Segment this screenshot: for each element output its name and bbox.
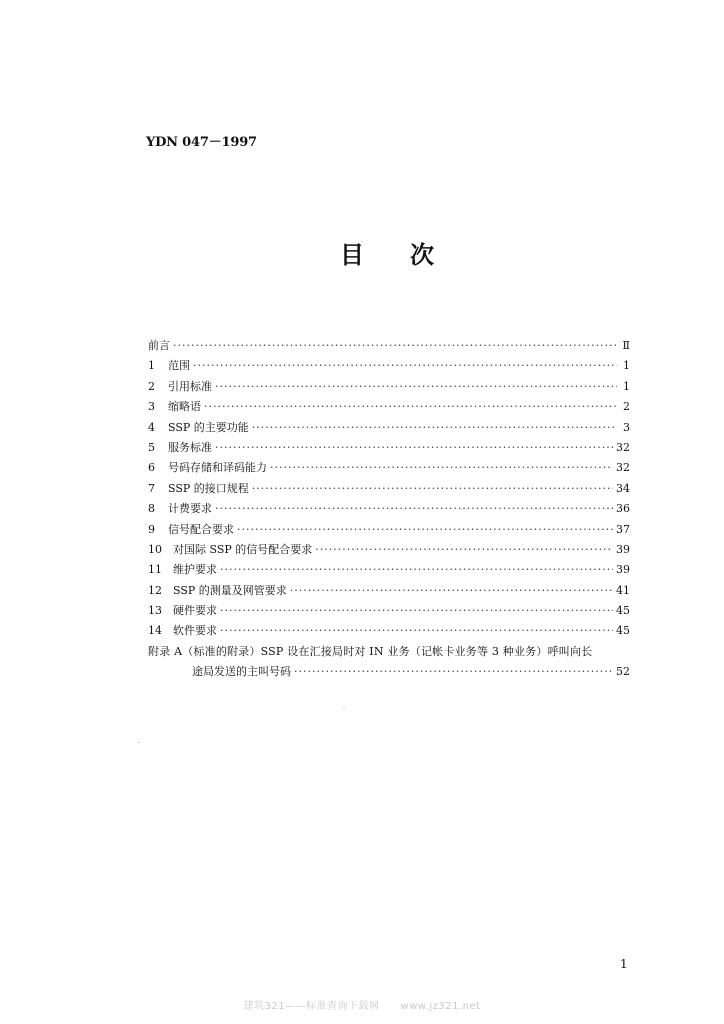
scan-speck <box>343 707 345 708</box>
toc-entry[interactable] <box>148 621 630 641</box>
toc-annex-label-line2: 途局发送的主叫号码 <box>192 665 291 679</box>
toc-entry-number: 9 <box>148 522 155 536</box>
toc-entry-annex-a-continued[interactable] <box>148 662 630 682</box>
toc-entry-number: 6 <box>148 461 155 475</box>
toc-entry[interactable] <box>148 418 630 438</box>
toc-entry-label: 软件要求 <box>173 624 217 638</box>
toc-entry-page: 39 <box>616 563 630 577</box>
toc-entry-label: 范围 <box>168 359 190 373</box>
toc-entry-label: 对国际 SSP 的信号配合要求 <box>173 542 313 556</box>
toc-entry-page: 39 <box>616 542 630 556</box>
toc-entry-label: 前言 <box>148 339 170 352</box>
toc-entry-page: 34 <box>616 481 630 495</box>
dot-leader <box>252 418 617 438</box>
toc-entry-foreword[interactable] <box>148 336 630 356</box>
toc-entry-label: 服务标准 <box>168 440 212 454</box>
toc-entry[interactable] <box>148 560 630 580</box>
toc-entry-page: 1 <box>623 379 630 393</box>
toc-entry-page: Ⅱ <box>622 339 630 352</box>
toc-entry-label: SSP 的接口规程 <box>168 481 249 495</box>
toc-entry[interactable] <box>148 499 630 519</box>
dot-leader <box>215 438 613 458</box>
dot-leader <box>294 662 613 682</box>
document-code: YDN 047－1997 <box>146 135 257 150</box>
toc-entry[interactable] <box>148 479 630 499</box>
toc-entry[interactable] <box>148 397 630 417</box>
toc-entry-number: 12 <box>148 583 162 597</box>
footer-watermark: 建筑321——标准查询下载网 www.jz321.net <box>243 1001 481 1012</box>
toc-entry-page: 41 <box>616 583 630 597</box>
dot-leader <box>237 520 613 540</box>
toc-entry-label: 引用标准 <box>168 379 212 393</box>
toc-annex-label-line1: 附录 A（标准的附录）SSP 设在汇接局时对 IN 业务（记帐卡业务等 3 种业务）呼叫向长 <box>148 644 593 658</box>
toc-entry-number: 8 <box>148 502 155 516</box>
toc-entry-number: 4 <box>148 420 155 434</box>
toc-entry-page: 45 <box>616 624 630 638</box>
toc-entry-page: 36 <box>616 502 630 516</box>
dot-leader <box>252 479 613 499</box>
dot-leader <box>204 397 617 417</box>
toc-entry-number: 13 <box>148 604 162 618</box>
toc-entry-label: 维护要求 <box>173 563 217 577</box>
dot-leader <box>220 560 613 580</box>
dot-leader <box>290 581 613 601</box>
dot-leader <box>193 356 617 376</box>
toc-entry-page: 2 <box>623 400 630 414</box>
toc-entry-label: 信号配合要求 <box>168 522 234 536</box>
dot-leader <box>270 458 613 478</box>
toc-entry[interactable] <box>148 540 630 560</box>
toc-entry-number: 2 <box>148 379 155 393</box>
dot-leader <box>215 499 613 519</box>
toc-entry[interactable] <box>148 377 630 397</box>
toc-entry[interactable] <box>148 438 630 458</box>
toc-entry-label: 硬件要求 <box>173 604 217 618</box>
toc-entry-label: 缩略语 <box>168 400 201 414</box>
toc-heading-part2: 次 <box>410 241 434 269</box>
toc-entry-number: 10 <box>148 542 162 556</box>
page-number: 1 <box>620 957 628 971</box>
toc-heading-part1: 目 <box>340 241 364 269</box>
toc-entry-number: 14 <box>148 624 162 638</box>
dot-leader <box>215 377 617 397</box>
dot-leader <box>220 601 613 621</box>
toc-entry-number: 1 <box>148 359 155 373</box>
dot-leader <box>220 621 613 641</box>
toc-entry[interactable] <box>148 520 630 540</box>
toc-entry-page: 45 <box>616 604 630 618</box>
toc-entry-number: 5 <box>148 440 155 454</box>
toc-heading <box>340 235 434 270</box>
dot-leader <box>315 540 613 560</box>
toc-entry-number: 11 <box>148 563 162 577</box>
toc-entry-number: 3 <box>148 400 155 414</box>
toc-entry-label: 号码存储和译码能力 <box>168 461 267 475</box>
toc-entry-number: 7 <box>148 481 155 495</box>
toc-entry-label: SSP 的主要功能 <box>168 420 249 434</box>
toc-entry-page: 37 <box>616 522 630 536</box>
toc-entry[interactable] <box>148 458 630 478</box>
toc-entry[interactable] <box>148 356 630 376</box>
toc-entry-label: SSP 的测量及网管要求 <box>173 583 287 597</box>
toc-entry-annex-a[interactable] <box>148 642 630 662</box>
toc-entry[interactable] <box>148 601 630 621</box>
toc-entry[interactable] <box>148 581 630 601</box>
scan-speck <box>138 742 140 743</box>
dot-leader <box>173 336 617 356</box>
toc-entry-label: 计费要求 <box>168 502 212 516</box>
toc-entry-page: 32 <box>616 440 630 454</box>
table-of-contents <box>148 336 630 683</box>
toc-entry-page: 1 <box>623 359 630 373</box>
toc-entry-page: 3 <box>623 420 630 434</box>
toc-entry-page: 52 <box>616 665 630 679</box>
toc-entry-page: 32 <box>616 461 630 475</box>
